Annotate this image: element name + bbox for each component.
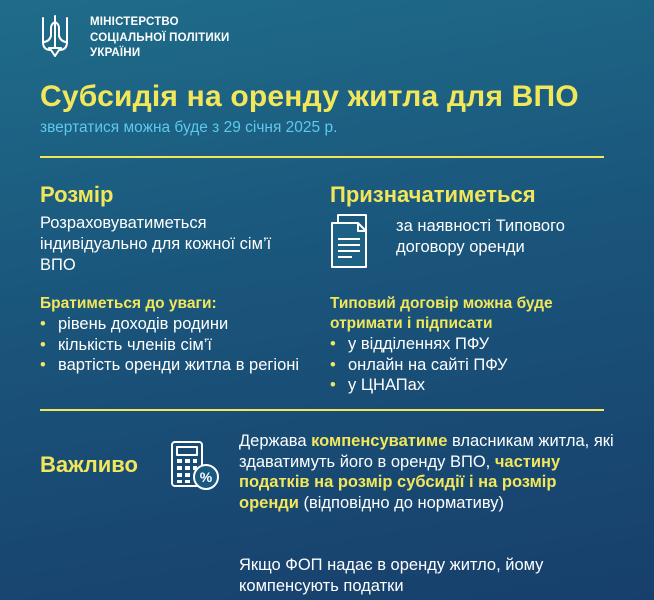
assigned-description: за наявності Типового договору оренди: [396, 217, 565, 256]
compensation-text-part: Держава: [239, 432, 312, 450]
important-heading: Важливо: [40, 452, 138, 477]
compensation-highlight: компенсуватиме: [311, 432, 448, 450]
list-item: • кількість членів сім’ї: [40, 335, 300, 356]
compensation-text-part: власникам житла, які здаватимуть його в оренду ВПО,: [239, 432, 614, 471]
considered-list: [40, 314, 300, 376]
trident-emblem-icon: [40, 14, 70, 58]
list-item: • у відділеннях ПФУ: [330, 334, 590, 355]
divider-bottom: [40, 409, 604, 411]
list-item: • онлайн на сайті ПФУ: [330, 355, 590, 376]
ministry-line-1: МІНІСТЕРСТВО: [90, 16, 179, 28]
page-title: Субсидія на оренду житла для ВПО: [40, 80, 579, 113]
svg-text:%: %: [199, 469, 213, 485]
list-item: • у ЦНАПах: [330, 375, 590, 396]
size-description: Розраховуватиметься індивідуально для кожної сім’ї ВПО: [40, 214, 272, 274]
ministry-name: [90, 15, 230, 62]
list-item: • рівень доходів родини: [40, 314, 300, 335]
ministry-line-2: СОЦІАЛЬНОЇ ПОЛІТИКИ: [90, 31, 230, 44]
compensation-text: [239, 431, 619, 513]
calculator-percent-icon: [168, 440, 220, 492]
fop-note: Якщо ФОП надає в оренду житло, йому компенсують податки: [239, 556, 544, 595]
compensation-text-part: (відповідно до нормативу): [298, 493, 505, 512]
list-item: • вартість оренди житла в регіоні: [40, 355, 300, 376]
document-icon: [330, 213, 376, 269]
considered-subheading: Братиметься до уваги:: [40, 295, 217, 312]
page-subtitle: звертатися можна буде з 29 січня 2025 р.: [40, 119, 338, 136]
assigned-heading: Призначатиметься: [330, 182, 536, 207]
size-heading: Розмір: [40, 182, 114, 207]
divider-top: [40, 156, 604, 158]
contract-places-list: [330, 334, 590, 396]
taxes-highlight: частину податків на розмір субсидії і на розмір оренди: [239, 452, 561, 512]
ministry-line-3: УКРАЇНИ: [90, 47, 141, 59]
contract-subheading: Типовий договір можна буде отримати і підписати: [330, 295, 553, 332]
